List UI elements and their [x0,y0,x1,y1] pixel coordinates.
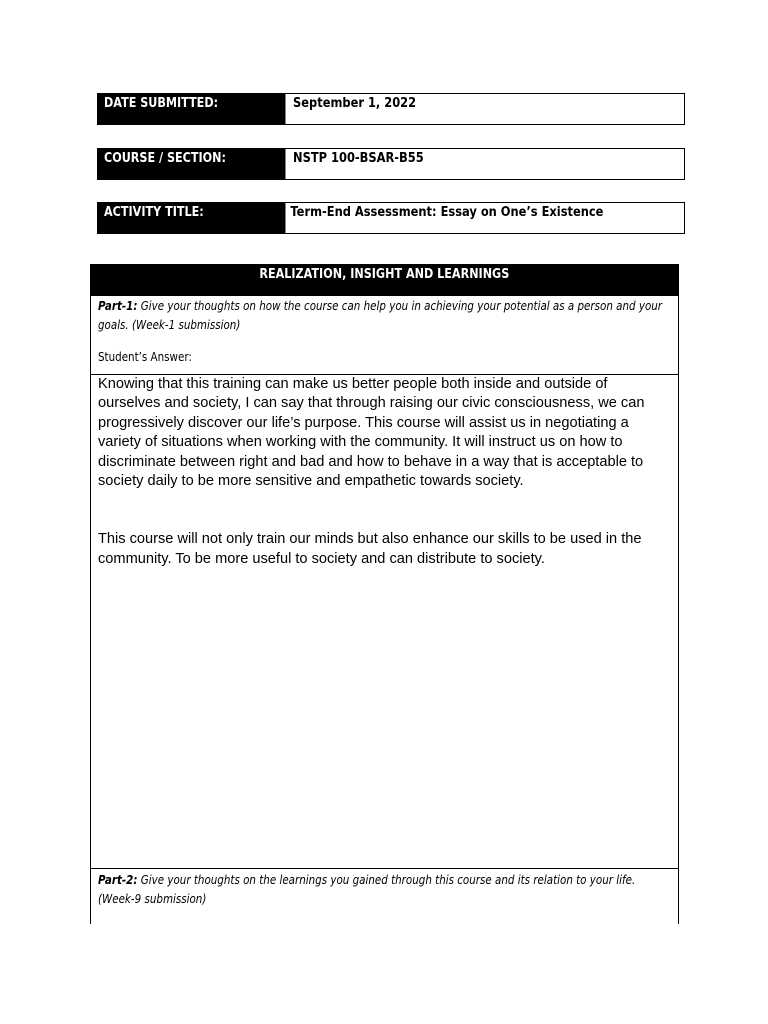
part-2-prompt-text: Give your thoughts on the learnings you gained through this course and its relation to your life. (Week-9 submission) [98,873,636,906]
answer-paragraph: Knowing that this training can make us better people both inside and outside of ourselves and society, I can say that through raising our civic consciousness, we can progressively discover our life’s purpose. This course will assist us in negotiating a variety of situations when working with the community. It will instruct us on how to discriminate between right and bad and how to behave in a way that is acceptable to society daily to be more sensitive and empathetic towards society. [98,376,645,490]
date-submitted-row [97,93,685,125]
section-title-text: REALIZATION, INSIGHT AND LEARNINGS [259,267,510,282]
part-1-prompt [98,297,674,335]
part-2-label: Part-2: [98,873,138,887]
answer-paragraph: This course will not only train our minds but also enhance our skills to be used in the community. To be more useful to society and can distribute to society. [98,531,642,567]
part-1-label: Part-1: [98,299,138,313]
activity-title-value: Term-End Assessment: Essay on One’s Existence [290,205,604,220]
student-answer-label: Student’s Answer: [98,350,192,364]
student-answer-body[interactable] [91,375,678,869]
learnings-section [90,264,679,924]
date-submitted-value: September 1, 2022 [293,96,417,111]
course-section-label: COURSE / SECTION: [98,149,285,179]
activity-title-row [97,202,685,234]
course-section-value: NSTP 100-BSAR-B55 [293,151,424,166]
part-1-prompt-text: Give your thoughts on how the course can help you in achieving your potential as a person and your goals. (Week-1 submission) [98,299,663,332]
date-submitted-label: DATE SUBMITTED: [98,94,285,124]
part-2-prompt [98,871,674,909]
part-1 [91,296,678,375]
activity-title-label: ACTIVITY TITLE: [98,203,285,233]
part-2 [91,869,678,909]
section-title [91,264,678,296]
course-section-row [97,148,685,180]
